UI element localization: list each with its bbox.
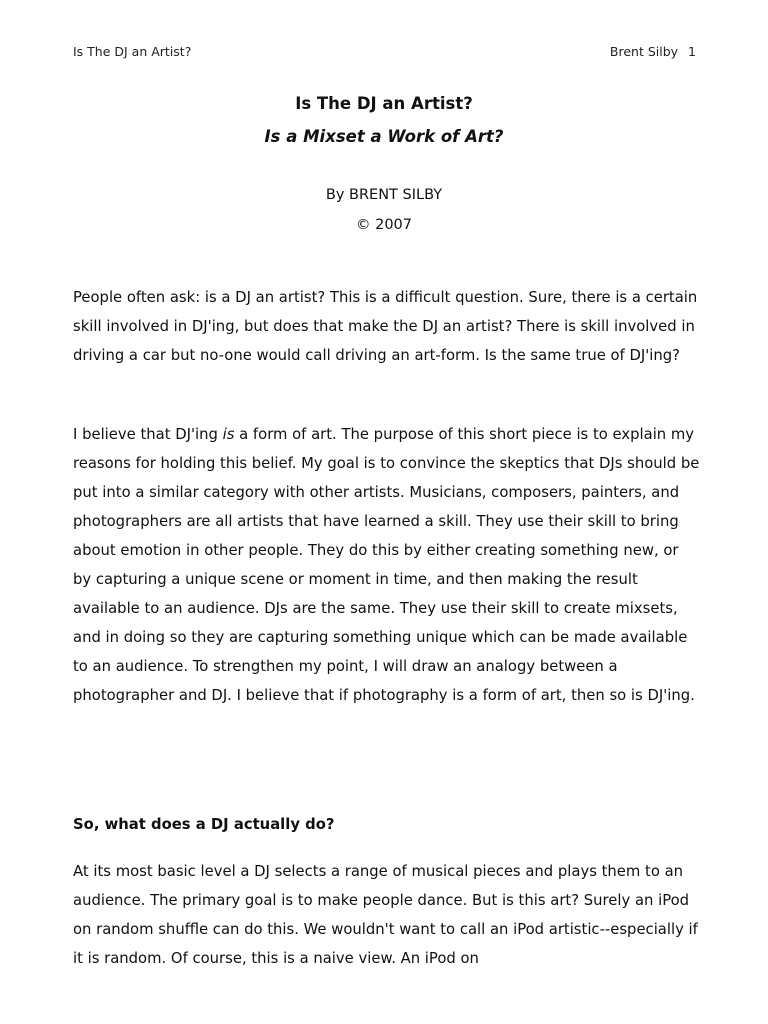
header-author-page [610, 44, 696, 59]
byline [0, 180, 768, 240]
section-heading: So, what does a DJ actually do? [73, 816, 335, 833]
author-line: By BRENT SILBY [325, 187, 443, 203]
page-number: 1 [688, 44, 696, 59]
running-header [73, 44, 696, 62]
paragraph-2-emphasis: is [222, 426, 235, 443]
copyright-line: © 2007 [355, 217, 412, 233]
paragraph-2-start: I believe that DJ'ing [73, 426, 223, 443]
header-title: Is The DJ an Artist? [73, 44, 192, 59]
paragraph-2 [73, 420, 701, 710]
paragraph-3: At its most basic level a DJ selects a range of musical pieces and plays them to an audience. The primary goal is to make people dance. But is this art? Surely an iPod on random shuffle can do this. We wouldn't want to call an iPod artistic--especially if it is random. Of course, this is a naive view. An iPod on [73, 863, 698, 967]
paragraph-2-rest: a form of art. The purpose of this short piece is to explain my reasons for holding this belief. My goal is to convince the skeptics that DJs should be put into a similar category with other artists. Musicians, composers, painters, and photographers are all artists that have learned a skill. They use their skill to bring about emotion in other people. They do this by either creating something new, or by capturing a unique scene or moment in time, and then making the result available to an audience. DJs are the same. They use their skill to create mixsets, and in doing so they are capturing something unique which can be made available to an audience. To strengthen my point, I will draw an analogy between a photographer and DJ. I believe that if photography is a form of art, then so is DJ'ing. [73, 426, 700, 704]
document-subtitle: Is a Mixset a Work of Art? [264, 127, 504, 146]
header-author: Brent Silby [609, 44, 679, 59]
title-block [0, 90, 768, 240]
document-title: Is The DJ an Artist? [295, 94, 473, 113]
paragraph-1: People often ask: is a DJ an artist? This is a difficult question. Sure, there is a certain skill involved in DJ'ing, but does that make the DJ an artist? There is skill involved in driving a car but no-one would call driving an art-form. Is the same true of DJ'ing? [73, 289, 698, 364]
